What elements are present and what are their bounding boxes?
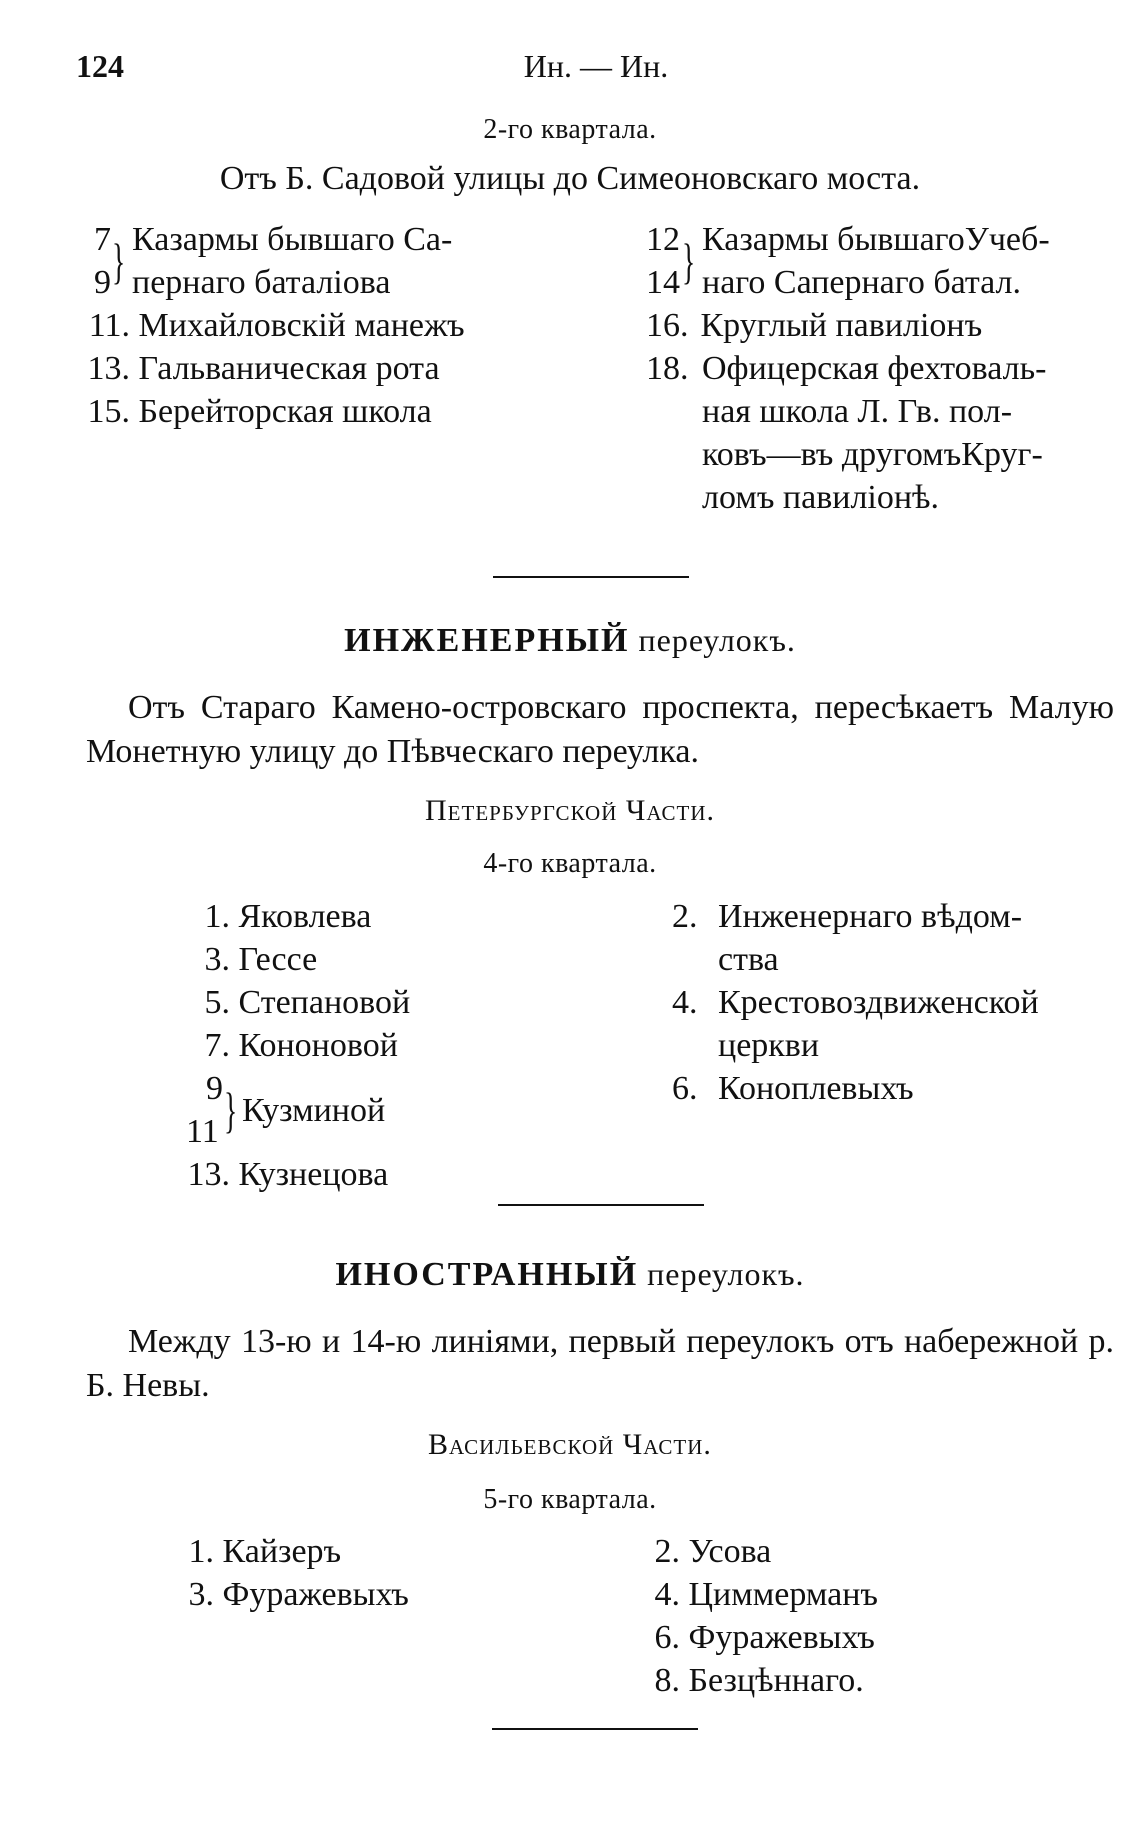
brace-icon: } [112,233,126,289]
item-text: ная школа Л. Гв. пол- [702,393,1013,430]
section-divider [498,1204,704,1206]
item-text: Михайловскій манежъ [138,307,465,344]
item-text: Кузминой [242,1092,386,1129]
list-item [186,938,606,981]
item-text: ства [718,941,779,978]
item-number: 2. [654,1533,680,1570]
street-type: переулокъ. [638,622,796,658]
item-text: Круглый павиліонъ [700,307,983,344]
item-text: Казармы бывшагоУчеб- [702,221,1050,258]
street-description [86,686,1114,774]
item-text: Кайзеръ [222,1533,342,1570]
item-number: 8. [654,1662,680,1699]
list-item [86,304,556,347]
item-text: пернаго баталіова [132,264,391,301]
list-item [652,1573,1112,1616]
section-title [0,1256,1140,1294]
item-number: 13. [187,1156,230,1193]
list-item [652,1530,1112,1573]
item-number: 6. [654,1619,680,1656]
list-item [86,390,556,433]
item-number: 4. [654,1576,680,1613]
item-text: Инженернаго вѣдом- [718,898,1023,935]
list-item [652,1616,1112,1659]
list-item [186,1153,606,1196]
left-list [186,895,606,1196]
item-number: 14 [646,264,680,301]
item-number: 18. [646,350,689,387]
list-item [672,981,1116,1067]
item-text: Казармы бывшаго Са- [132,221,453,258]
item-number: 7. [204,1027,230,1064]
item-text: ломъ павиліонѣ. [702,479,940,516]
item-text: Гальваническая рота [138,350,440,387]
section-divider [493,576,689,578]
item-number: 1. [188,1533,214,1570]
item-number: 3. [188,1576,214,1613]
item-number: 16. [646,307,689,344]
item-number: 11 [186,1113,219,1150]
section-divider [492,1728,698,1730]
list-item [186,1024,606,1067]
item-number: 9 [94,264,111,301]
right-list [672,895,1116,1110]
item-number: 7 [94,221,111,258]
right-list [652,1530,1112,1702]
list-item [86,347,556,390]
street-name: ИНОСТРАННЫЙ [335,1256,639,1293]
item-number: 15. [87,393,130,430]
description-text: Между 13-ю и 14-ю линіями, первый переулокъ отъ набережной р. Б. Невы. [86,1323,1114,1404]
item-text: Кузнецова [238,1156,389,1193]
item-text: Безцѣннаго. [688,1662,864,1699]
district-heading: Петербургской Части. [425,794,715,827]
list-item [186,981,606,1024]
item-number: 11. [88,307,130,344]
item-text: Гессе [238,941,318,978]
item-number: 13. [87,350,130,387]
description-text: Отъ Стараго Камено-островскаго проспекта, пересѣкаетъ Малую Монетную улицу до Пѣвческаго переулка. [86,689,1114,770]
list-item [646,218,1116,304]
item-text: Кононовой [238,1027,398,1064]
item-number: 5. [204,984,230,1021]
item-text: наго Сапернаго батал. [702,264,1022,301]
item-number: 4. [672,984,698,1021]
district-heading: Васильевской Части. [428,1428,712,1461]
item-text: Коноплевыхъ [718,1070,914,1107]
list-item [652,1659,1112,1702]
street-type: переулокъ. [647,1256,805,1292]
item-number: 3. [204,941,230,978]
item-text: Усова [688,1533,772,1570]
running-title: Ин. — Ин. [523,48,669,84]
item-number: 12 [646,221,680,258]
item-text: Фуражевыхъ [688,1619,875,1656]
item-number: 9 [206,1070,223,1107]
list-item [646,347,1116,519]
brace-icon: } [224,1082,238,1138]
item-text: Циммерманъ [688,1576,879,1613]
page-number: 124 [76,48,124,84]
item-number: 2. [672,898,698,935]
quarter-heading: 2-го квартала. [483,114,657,145]
item-number: 1. [204,898,230,935]
item-text: Берейторская школа [138,393,432,430]
section-title [0,622,1140,660]
page-header [76,48,1116,92]
item-text: ковъ—въ другомъКруг- [702,436,1043,473]
right-list [646,218,1116,519]
item-text: Крестовоздвиженской [718,984,1039,1021]
street-description [86,1320,1114,1408]
list-item [186,1067,606,1153]
item-text: Фуражевыхъ [222,1576,409,1613]
quarter-heading: 5-го квартала. [483,1484,657,1515]
item-number: 6. [672,1070,698,1107]
quarter-heading: 4-го квартала. [483,848,657,879]
brace-icon: } [682,233,696,289]
list-item [186,1530,606,1573]
list-item [672,895,1116,981]
list-item [672,1067,1116,1110]
list-item [186,1573,606,1616]
item-text: Яковлева [238,898,372,935]
item-text: Офицерская фехтоваль- [702,350,1047,387]
item-text: церкви [718,1027,820,1064]
list-item [186,895,606,938]
left-list [86,218,556,433]
item-text: Степановой [238,984,411,1021]
street-name: ИНЖЕНЕРНЫЙ [344,622,630,659]
list-item [646,304,1116,347]
route-line: Отъ Б. Садовой улицы до Симеоновскаго моста. [219,160,921,197]
list-item [86,218,556,304]
left-list [186,1530,606,1616]
